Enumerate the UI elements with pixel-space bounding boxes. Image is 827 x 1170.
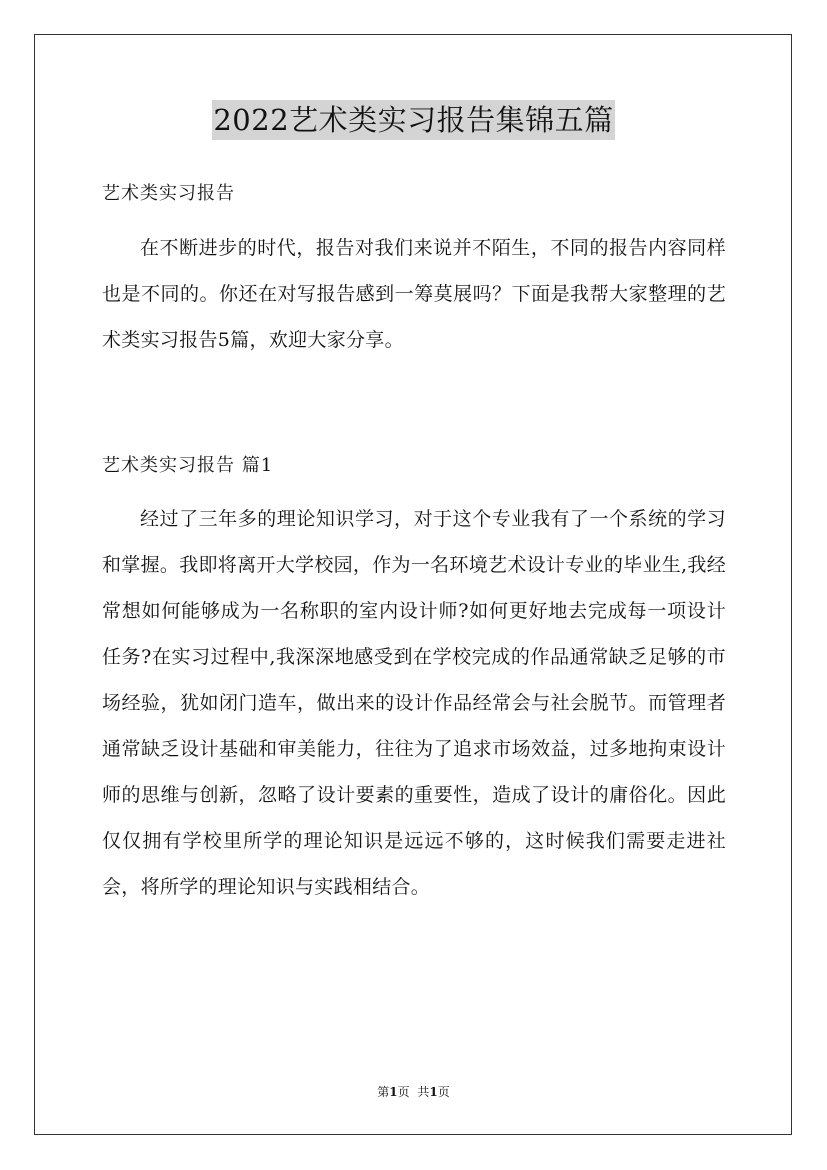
section-heading-intro: 艺术类实习报告 <box>102 183 235 204</box>
total-prefix: 共 <box>417 1085 430 1099</box>
page-prefix: 第 <box>377 1085 390 1099</box>
intro-paragraph: 在不断进步的时代，报告对我们来说并不陌生，不同的报告内容同样也是不同的。你还在对写报告感到一筹莫展吗？下面是我帮大家整理的艺术类实习报告5篇，欢迎大家分享。 <box>102 237 726 351</box>
page-number: 1 <box>389 1085 398 1099</box>
section-heading-part-1: 艺术类实习报告 篇1 <box>102 455 274 476</box>
document-title: 2022艺术类实习报告集锦五篇 <box>212 100 614 140</box>
total-pages: 1 <box>429 1085 438 1099</box>
part-1-paragraph: 经过了三年多的理论知识学习，对于这个专业我有了一个系统的学习和掌握。我即将离开大学校园，作为一名环境艺术设计专业的毕业生,我经常想如何能够成为一名称职的室内设计师?如何更好地去完成每一项设计任务?在实习过程中,我深深地感受到在学校完成的作品通常缺乏足够的市场经验，犹如闭门造车，做出来的设计作品经常会与社会脱节。而管理者通常缺乏设计基础和审美能力，往往为了追求市场效益，过多地拘束设计师的思维与创新，忽略了设计要素的重要性，造成了设计的庸俗化。因此仅仅拥有学校里所学的理论知识是远远不够的，这时候我们需要走进社会，将所学的理论知识与实践相结合。 <box>102 508 726 898</box>
total-suffix: 页 <box>437 1085 450 1099</box>
page-suffix: 页 <box>397 1085 410 1099</box>
title-container <box>0 100 827 140</box>
page-footer <box>0 1084 827 1100</box>
